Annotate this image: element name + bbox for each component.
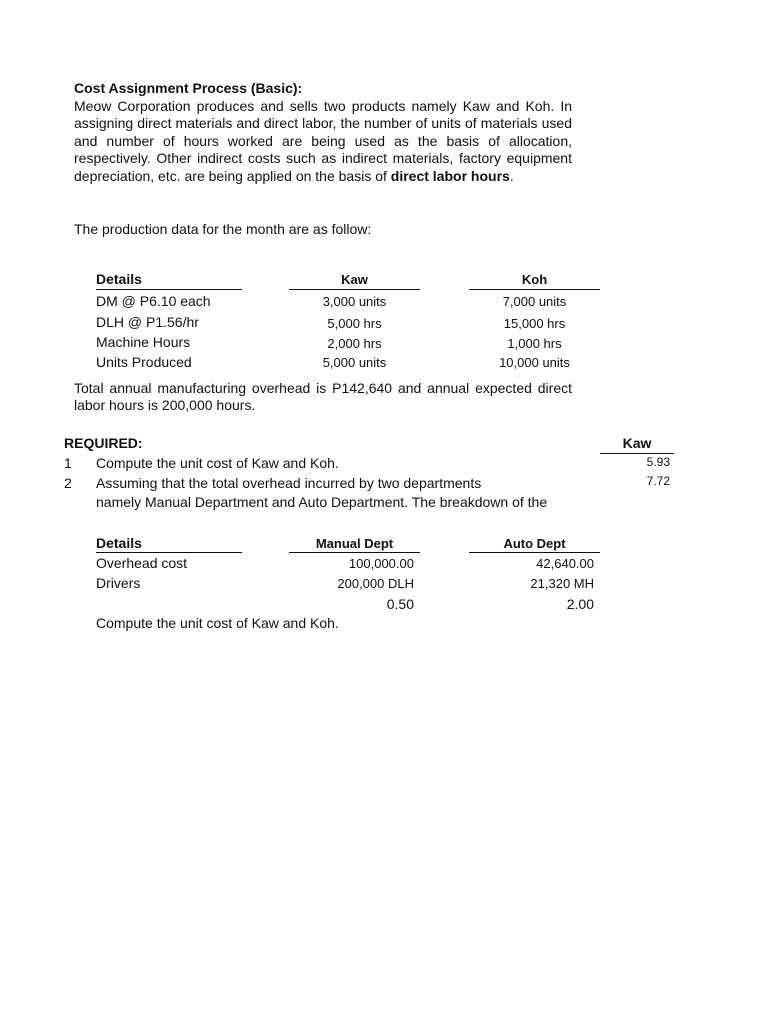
required-item-text: Compute the unit cost of Kaw and Koh. — [96, 455, 339, 471]
table2-row-auto: 42,640.00 — [536, 556, 594, 571]
table2-row-auto: 21,320 MH — [530, 576, 594, 591]
table1-row-koh: 10,000 units — [499, 355, 570, 370]
table2-row-label: Overhead cost — [96, 555, 188, 571]
table1-header-rule — [289, 289, 420, 290]
table2-footer-instruction: Compute the unit cost of Kaw and Koh. — [96, 615, 339, 631]
table1-row-kaw: 5,000 hrs — [327, 316, 382, 331]
table1-row-kaw: 2,000 hrs — [327, 336, 382, 351]
answer-value: 7.72 — [646, 474, 670, 488]
table1-row-koh: 7,000 units — [502, 294, 567, 309]
table2-header-rule — [469, 552, 600, 553]
table2-header-manual: Manual Dept — [315, 536, 394, 551]
required-label: REQUIRED: — [64, 435, 143, 451]
required-item-continuation: namely Manual Department and Auto Department. The breakdown of the — [96, 494, 548, 510]
required-item-text: Assuming that the total overhead incurred by two departments — [96, 475, 482, 491]
answer-value: 5.93 — [646, 455, 670, 469]
table1-row-koh: 15,000 hrs — [503, 316, 566, 331]
table1-row-label: DM @ P6.10 each — [96, 293, 211, 309]
problem-description: Meow Corporation produces and sells two products namely Kaw and Koh. In assigning direct materials and direct labor, the number of units of materials used and number of hours worked are being used as the basis of allocation, respectively. Other indirect costs such as indirect materials, factory equipment depreciation, etc. are being applied on the basis of direct labor hours. — [74, 98, 572, 184]
table2-rate-auto: 2.00 — [566, 596, 594, 612]
table2-row-manual: 100,000.00 — [348, 556, 414, 571]
bold-basis: direct labor hours — [390, 167, 510, 184]
table1-header-kaw: Kaw — [341, 272, 368, 287]
page-title: Cost Assignment Process (Basic): — [74, 80, 303, 96]
table1-header-koh: Koh — [521, 272, 548, 287]
production-data-intro: The production data for the month are as follow: — [74, 221, 372, 237]
table2-rate-manual: 0.50 — [386, 596, 414, 612]
table1-row-koh: 1,000 hrs — [507, 336, 562, 351]
table1-row-label: DLH @ P1.56/hr — [96, 314, 199, 330]
table2-header-details: Details — [96, 535, 142, 551]
answer-header-rule — [600, 453, 674, 454]
answer-header-kaw: Kaw — [622, 435, 652, 451]
overhead-statement: Total annual manufacturing overhead is P142,640 and annual expected direct labor hours is 200,000 hours. — [74, 380, 572, 413]
required-item-number: 1 — [64, 455, 72, 471]
table1-row-kaw: 5,000 units — [322, 355, 387, 370]
table2-header-rule — [96, 552, 242, 553]
table2-row-label: Drivers — [96, 575, 141, 591]
table1-header-rule — [469, 289, 600, 290]
table2-row-manual: 200,000 DLH — [337, 576, 414, 591]
table2-header-auto: Auto Dept — [503, 536, 566, 551]
required-item-number: 2 — [64, 475, 72, 491]
table1-row-kaw: 3,000 units — [322, 294, 387, 309]
table2-header-rule — [289, 552, 420, 553]
table1-header-details: Details — [96, 271, 142, 287]
table1-header-rule — [96, 289, 242, 290]
table1-row-label: Machine Hours — [96, 334, 191, 350]
table1-row-label: Units Produced — [96, 354, 192, 370]
